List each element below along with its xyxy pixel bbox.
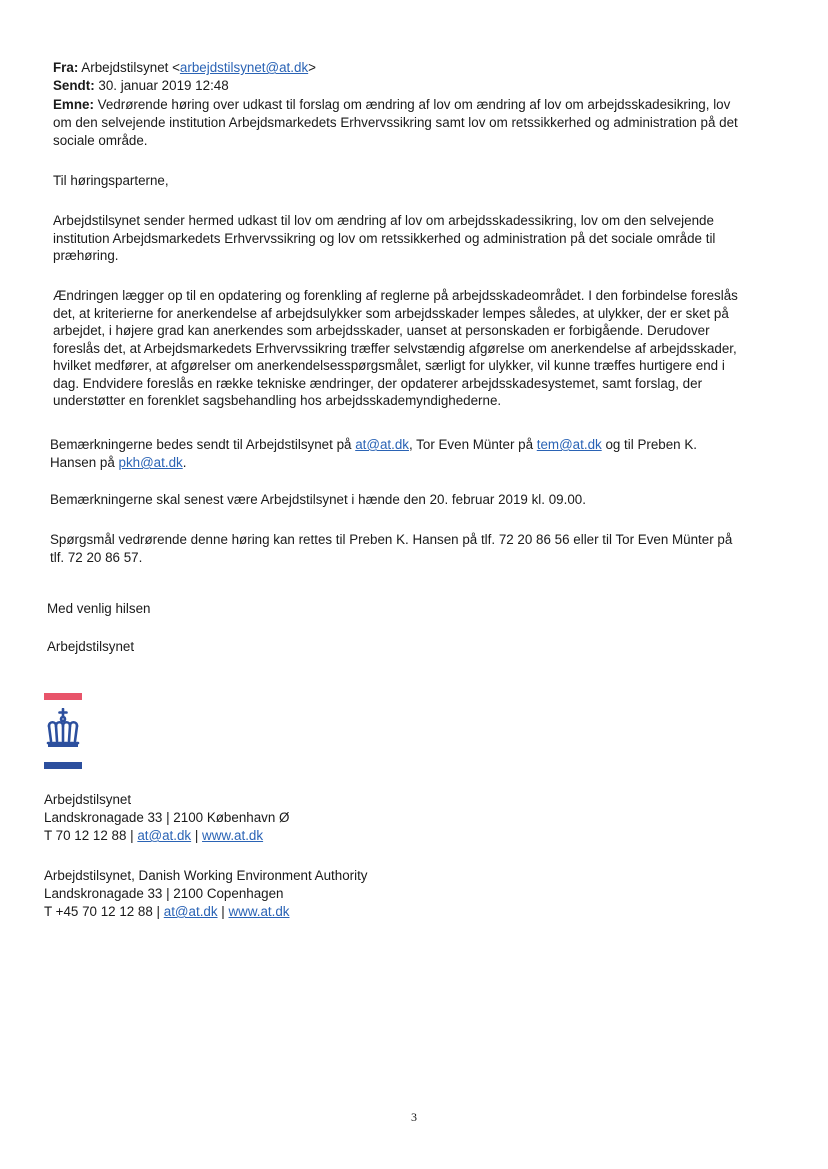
subject-line-3: sociale område. [53, 133, 148, 148]
subject-line-1 [53, 96, 730, 114]
paragraph-3-line-1 [50, 436, 697, 454]
signature-email-link-en[interactable]: at@at.dk [163, 904, 218, 919]
sent-value: 30. januar 2019 12:48 [98, 78, 229, 93]
paragraph-2-line: understøtter en forenklet sagsbehandling hos arbejdsskademyndighederne. [53, 393, 502, 408]
paragraph-3-text: . [182, 455, 187, 470]
paragraph-2 [53, 287, 738, 410]
signature-separator: | [217, 904, 229, 919]
logo-top-stripe [44, 693, 82, 700]
email-link-tem[interactable]: tem@at.dk [536, 437, 602, 452]
paragraph-2-line: arbejdet, i højere grad kan anerkendes som arbejdsskader, uanset at personskaden er forbigående. Derudover [53, 323, 710, 338]
paragraph-3-line-2 [50, 454, 186, 472]
paragraph-2-line: Ændringen lægger op til en opdatering og forenkling af reglerne på arbejdsskadeområdet. I den forbindelse foreslås [53, 288, 738, 303]
from-email-link[interactable]: arbejdstilsynet@at.dk [179, 60, 309, 75]
signature-name-da: Arbejdstilsynet [44, 792, 132, 807]
logo-bottom-stripe [44, 762, 82, 769]
paragraph-1 [53, 212, 715, 265]
from-close: > [308, 60, 316, 75]
paragraph-1-line: præhøring. [53, 248, 119, 263]
paragraph-2-line: dag. Endvidere foreslås en række tekniske ændringer, der opdaterer arbejdsskadesystemet, samt forslag, der [53, 375, 703, 391]
closing-organization: Arbejdstilsynet [47, 639, 135, 654]
signature-web-link-en[interactable]: www.at.dk [228, 904, 290, 919]
page-number: 3 [411, 1110, 417, 1124]
deadline-paragraph: Bemærkningerne skal senest være Arbejdstilsynet i hænde den 20. februar 2019 kl. 09.00. [50, 492, 586, 507]
email-link-pkh[interactable]: pkh@at.dk [118, 455, 183, 470]
signature-address-da: Landskronagade 33 | 2100 København Ø [44, 810, 290, 825]
sent-label: Sendt: [53, 78, 95, 93]
paragraph-1-line: Arbejdstilsynet sender hermed udkast til lov om ændring af lov om arbejdsskadessikring, lov om den selvejende [53, 213, 714, 228]
greeting: Til høringsparterne, [53, 173, 169, 188]
signature-web-link-da[interactable]: www.at.dk [202, 828, 264, 843]
signature-contact-en [44, 903, 290, 921]
subject-line-2: om den selvejende institution Arbejdsmarkedets Erhvervssikring samt lov om retssikkerhed og administration på det [53, 115, 738, 130]
subject-label: Emne: [53, 97, 94, 112]
subject-text-1: Vedrørende høring over udkast til forslag om ændring af lov om ændring af lov om arbejdsskadesikring, lov [97, 97, 731, 112]
signature-separator: | [191, 828, 203, 843]
paragraph-3-text: , Tor Even Münter på [408, 437, 537, 452]
signature-phone-en: T +45 70 12 12 88 | [44, 904, 164, 919]
questions-line-1: Spørgsmål vedrørende denne høring kan rettes til Preben K. Hansen på tlf. 72 20 86 56 eller til Tor Even Münter på [50, 532, 733, 547]
paragraph-3-text: Hansen på [50, 455, 119, 470]
signature-address-en: Landskronagade 33 | 2100 Copenhagen [44, 886, 284, 901]
sent-line [53, 77, 229, 95]
from-label: Fra: [53, 60, 79, 75]
crown-icon [44, 708, 82, 748]
signature-name-en: Arbejdstilsynet, Danish Working Environment Authority [44, 868, 368, 883]
paragraph-3-text: og til Preben K. [601, 437, 697, 452]
paragraph-2-line: hvilket medfører, at afgørelser om anerkendelsesspørgsmålet, særligt for ulykker, vil kunne træffes hurtigere end i [53, 358, 725, 373]
paragraph-2-line: foreslås det, at Arbejdsmarkedets Erhvervssikring træffer selvstændig afgørelse om anerkendelse af arbejdsskader, [53, 340, 737, 356]
from-line [53, 59, 316, 77]
paragraph-1-line: institution Arbejdsmarkedets Erhvervssikring og lov om retssikkerhed og administration på det sociale område til [53, 230, 716, 246]
crown-icon-svg [44, 708, 82, 748]
email-link-at[interactable]: at@at.dk [355, 437, 409, 452]
paragraph-2-line: det, at kriterierne for anerkendelse af arbejdsulykker som arbejdsskader lempes således, at ulykker, der er sket på [53, 305, 729, 321]
from-name: Arbejdstilsynet < [81, 60, 180, 75]
paragraph-3-text: Bemærkningerne bedes sendt til Arbejdstilsynet på [50, 437, 356, 452]
signature-phone-da: T 70 12 12 88 | [44, 828, 138, 843]
questions-line-2: tlf. 72 20 86 57. [50, 550, 143, 565]
closing-greeting: Med venlig hilsen [47, 601, 151, 616]
signature-contact-da [44, 827, 263, 845]
signature-email-link-da[interactable]: at@at.dk [137, 828, 192, 843]
